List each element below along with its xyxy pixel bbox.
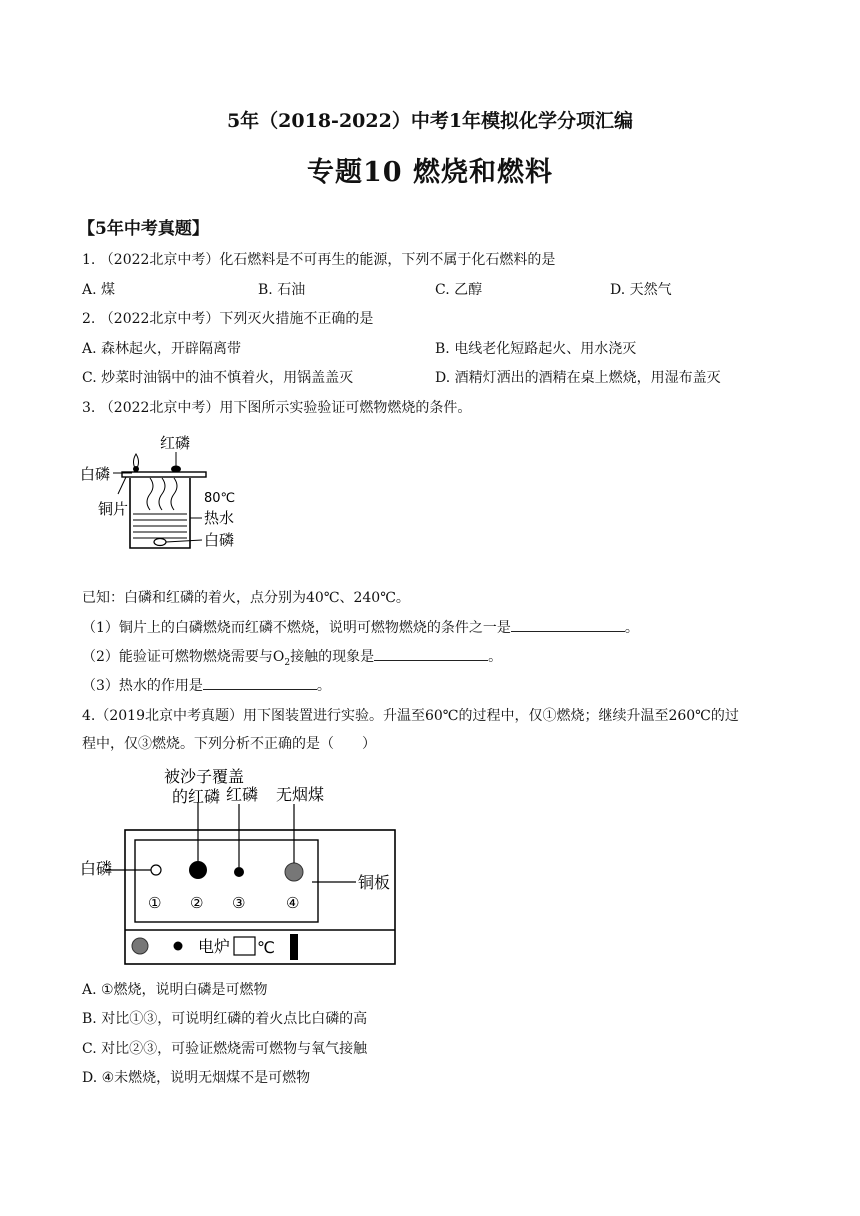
q1-stem: 1. （2022北京中考）化石燃料是不可再生的能源，下列不属于化石燃料的是: [82, 252, 556, 268]
copper-plate: [122, 472, 206, 477]
label-copper-plate: 铜板: [358, 873, 391, 892]
q3-stem: 3. （2022北京中考）用下图所示实验验证可燃物燃烧的条件。: [82, 400, 472, 416]
q3-sub2-period: 。: [488, 649, 503, 665]
label-smokeless: 无烟煤: [276, 785, 325, 804]
answer-blank-3[interactable]: [203, 675, 317, 690]
q3-sub2-text-a: （2）能验证可燃物燃烧需要与O: [82, 649, 285, 665]
q3-sub2-subscript: 2: [284, 657, 291, 668]
label-red-p: 红磷: [226, 785, 259, 804]
label-white-p-top: 白磷: [80, 465, 111, 483]
q2-option-a: A. 森林起火，开辟隔离带: [82, 341, 242, 357]
label-n1: ①: [148, 894, 162, 912]
q2-stem: 2. （2022北京中考）下列灭火措施不正确的是: [82, 311, 374, 327]
q3-sub2: [82, 646, 502, 673]
label-white-p-bottom: 白磷: [204, 531, 235, 549]
red-phosphorus: [171, 466, 181, 473]
label-red-p: 红磷: [160, 434, 191, 452]
label-covered-2: 的红磷: [172, 787, 221, 806]
label-copper: 铜片: [98, 500, 129, 518]
label-hot-water: 热水: [204, 509, 235, 527]
q1-option-a: A. 煤: [82, 282, 116, 298]
q2-option-d: D. 酒精灯洒出的酒精在桌上燃烧，用湿布盖灭: [435, 370, 721, 386]
q1-option-d: D. 天然气: [610, 282, 672, 298]
q3-sub3-period: 。: [316, 678, 331, 694]
q2-option-b: B. 电线老化短路起火、用水浇灭: [435, 341, 637, 357]
q4-option-d: D. ④未燃烧，说明无烟煤不是可燃物: [82, 1070, 311, 1086]
q3-sub1: [82, 617, 639, 638]
label-covered-1: 被沙子覆盖: [164, 767, 245, 786]
q4-stem-line1: 4.（2019北京中考真题）用下图装置进行实验。升温至60℃的过程中，仅①燃烧；继续升温至260℃的过: [82, 708, 739, 724]
covered-red-phosphorus: [189, 861, 207, 879]
temperature-display: [234, 937, 255, 955]
section-label: 【5年中考真题】: [78, 219, 209, 239]
label-n4: ④: [286, 894, 300, 912]
steam: [147, 478, 177, 510]
red-phosphorus: [234, 867, 244, 877]
q3-sub2-text-b: 接触的现象是: [290, 649, 375, 665]
topic-title: 专题10 燃烧和燃料: [307, 157, 553, 188]
q3-sub3-text: （3）热水的作用是: [82, 678, 203, 694]
q3-figure: [78, 430, 258, 560]
label-n3: ③: [232, 894, 246, 912]
label-n2: ②: [190, 894, 204, 912]
hot-water-hatch: [133, 514, 187, 538]
label-white-p: 白磷: [80, 859, 113, 878]
q3-sub1-period: 。: [624, 620, 639, 636]
indicator-light-icon: [174, 942, 183, 951]
q4-option-a: A. ①燃烧，说明白磷是可燃物: [82, 982, 268, 998]
label-deg: ℃: [257, 938, 275, 957]
white-phosphorus: [151, 865, 161, 875]
q4-option-c: C. 对比②③，可验证燃烧需可燃物与氧气接触: [82, 1041, 368, 1057]
stove-knob-icon: [132, 938, 148, 954]
label-temp: 80℃: [204, 491, 236, 506]
q1-option-b: B. 石油: [258, 282, 306, 298]
answer-blank-1[interactable]: [511, 617, 625, 632]
q4-option-b: B. 对比①③，可说明红磷的着火点比白磷的高: [82, 1011, 368, 1027]
series-title: 5年（2018-2022）中考1年模拟化学分项汇编: [226, 110, 634, 132]
q3-sub1-text: （1）铜片上的白磷燃烧而红磷不燃烧，说明可燃物燃烧的条件之一是: [82, 620, 511, 636]
label-stove: 电炉: [198, 937, 231, 956]
q3-known: 已知：白磷和红磷的着火，点分别为40℃、240℃。: [82, 590, 410, 606]
q3-sub3: [82, 675, 331, 696]
smokeless-coal: [285, 863, 303, 881]
q2-option-c: C. 炒菜时油锅中的油不慎着火，用锅盖盖灭: [82, 370, 354, 386]
q1-option-c: C. 乙醇: [435, 282, 483, 298]
white-phosphorus-bottom: [154, 539, 166, 546]
q4-figure: [78, 762, 408, 967]
white-phosphorus-top: [133, 466, 139, 472]
switch-bar: [290, 934, 298, 960]
q4-stem-line2: 程中，仅③燃烧。下列分析不正确的是（ ）: [82, 736, 376, 752]
answer-blank-2[interactable]: [374, 646, 488, 661]
